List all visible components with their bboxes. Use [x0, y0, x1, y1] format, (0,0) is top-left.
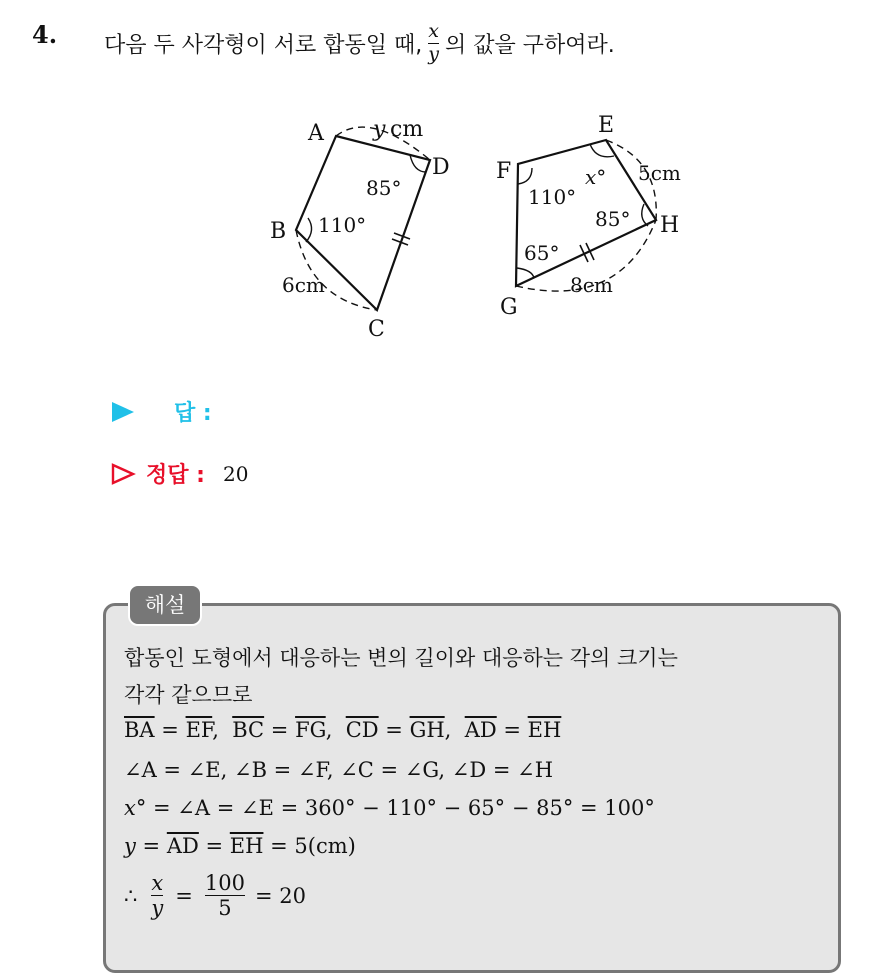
- final-den-y: y: [151, 896, 164, 921]
- seg-BA: $\overline{BA}$: [124, 718, 155, 742]
- label-angle-F: 110°: [528, 185, 577, 209]
- solution-tag: 해설: [128, 584, 202, 626]
- label-G: G: [500, 295, 518, 320]
- answer-label: 답 :: [174, 401, 212, 426]
- question-text-before: 다음 두 사각형이 서로 합동일 때,: [104, 32, 423, 58]
- label-y: y: [373, 117, 386, 142]
- outline-triangle-icon: [110, 463, 136, 485]
- y-equation-tail: = 5(cm): [270, 834, 356, 858]
- x-equation-rest: ° = ∠A = ∠E = 360° − 110° − 65° − 85° = 100°: [135, 796, 655, 820]
- final-num-100: 100: [204, 871, 245, 895]
- seg-GH: $\overline{GH}$: [409, 718, 445, 742]
- label-angle-G: 65°: [524, 241, 560, 265]
- label-D: D: [432, 155, 450, 180]
- final-den-5: 5: [218, 896, 232, 921]
- label-B: B: [270, 219, 287, 244]
- correct-answer-row: [110, 458, 248, 489]
- label-angle-D: 85°: [366, 176, 402, 200]
- label-F: F: [496, 159, 512, 184]
- label-BC: 6cm: [282, 273, 325, 297]
- final-equation: ∴ $\frac{x}{y}$ = $\frac{100}{5}$ = 20: [124, 871, 306, 921]
- answer-row: [110, 396, 212, 427]
- label-angle-H: 85°: [595, 207, 631, 231]
- label-H: H: [660, 213, 680, 238]
- seg-CD: $\overline{CD}$: [345, 718, 379, 742]
- seg-FG: $\overline{FG}$: [295, 718, 326, 742]
- label-cm-top: cm: [390, 117, 424, 142]
- label-C: C: [368, 317, 385, 342]
- seg-BC: $\overline{BC}$: [232, 718, 265, 742]
- seg-EF: $\overline{EF}$: [185, 718, 213, 742]
- label-EH: 5cm: [638, 161, 681, 185]
- question-number: 4.: [32, 20, 58, 49]
- correct-answer-label: 정답 :: [146, 463, 205, 488]
- label-angle-E: x°: [585, 165, 607, 189]
- solution-line-2: 각각 같으므로: [124, 683, 253, 707]
- play-triangle-icon: [110, 401, 136, 423]
- seg-AD: $\overline{AD}$: [464, 718, 497, 742]
- angle-equalities: ∠A = ∠E, ∠B = ∠F, ∠C = ∠G, ∠D = ∠H: [124, 758, 554, 782]
- label-GH: 8cm: [570, 273, 613, 297]
- question-fraction: [428, 22, 439, 65]
- therefore-symbol: ∴: [124, 883, 138, 908]
- quadrilaterals-figure: [240, 100, 720, 360]
- y-equation: $y = \overline{AD} = \overline{EH} = 5(cm)$: [124, 834, 356, 858]
- fraction-numerator: x: [428, 20, 439, 42]
- final-fraction-100-5: [205, 872, 245, 919]
- y-seg-AD: $\overline{AD}$: [166, 834, 199, 858]
- y-variable: y: [124, 834, 136, 858]
- label-angle-B: 110°: [318, 213, 367, 237]
- fraction-denominator: y: [428, 42, 439, 65]
- final-fraction-xy: [151, 872, 163, 919]
- label-E: E: [598, 113, 615, 138]
- solution-line-1: 합동인 도형에서 대응하는 변의 길이와 대응하는 각의 크기는: [124, 646, 678, 670]
- x-equation: [124, 796, 655, 820]
- x-variable: x: [124, 796, 136, 820]
- correct-answer-value: 20: [222, 461, 249, 486]
- label-A: A: [308, 121, 324, 146]
- question-text-after: 의 값을 구하여라.: [444, 32, 615, 58]
- final-result: = 20: [254, 883, 306, 908]
- question-text: [104, 22, 615, 65]
- seg-EH: $\overline{EH}$: [527, 718, 562, 742]
- y-seg-EH: $\overline{EH}$: [229, 834, 264, 858]
- final-num-x: x: [151, 871, 164, 895]
- segment-equalities: $\overline{BA} = \overline{EF}$, $\overline{BC} = \overline{FG}$, $\overline{CD} = \overline{GH}$, $\overline{AD} = \overline{EH}$: [124, 718, 562, 742]
